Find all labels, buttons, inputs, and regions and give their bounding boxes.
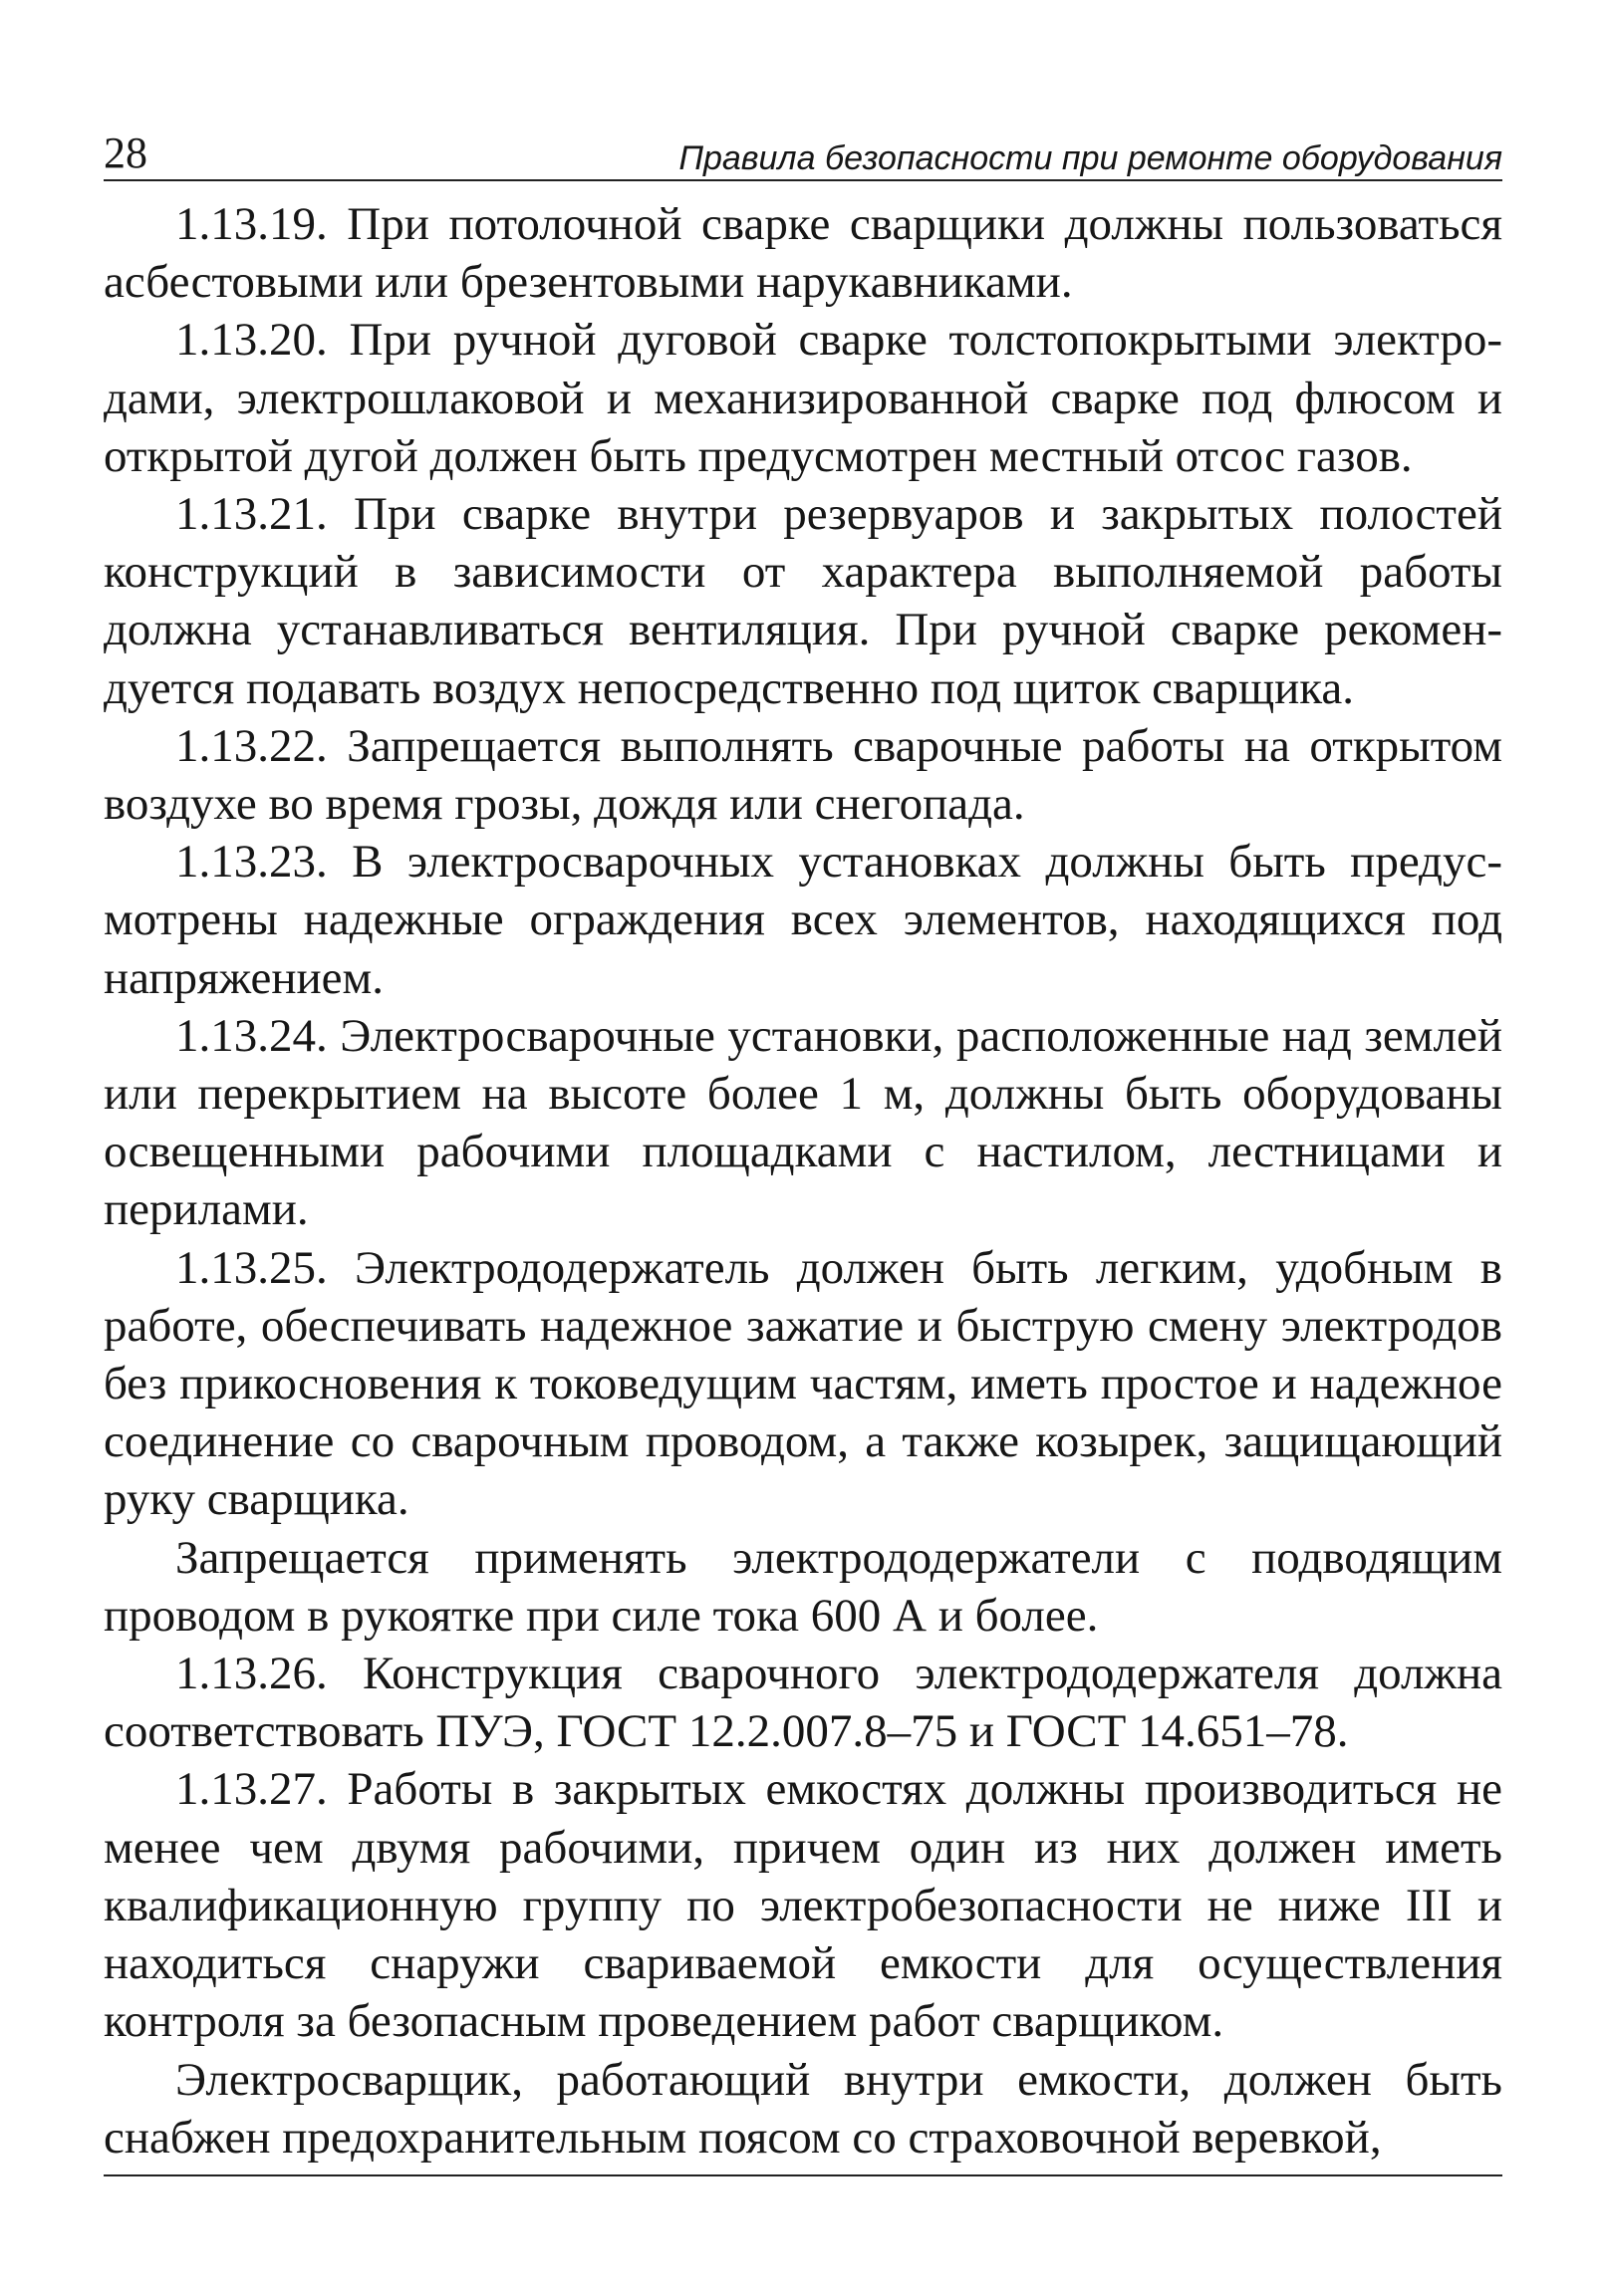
bottom-rule: [104, 2174, 1502, 2176]
running-header: [104, 120, 1502, 181]
body-text: [104, 195, 1502, 2167]
paragraph-1-13-26: 1.13.26. Конструкция сварочного электрододержателя должна соответствовать ПУЭ, ГОСТ 12.2.007.8–75 и ГОСТ 14.651–78.: [104, 1648, 1502, 1758]
paragraph-1-13-22: 1.13.22. Запрещается выполнять сварочные работы на открытом воздухе во время грозы, дождя или снегопада.: [104, 719, 1502, 831]
paragraph-1-13-23: 1.13.23. В электросварочных установках должны быть предусмотрены надежные ограждения всех элементов, находящихся под напряжением.: [104, 836, 1502, 1004]
paragraph-1-13-24: 1.13.24. Электросварочные установки, расположенные над землей или перекрытием на высоте более 1 м, должны быть оборудованы освещенными рабочими площадками с настилом, лестницами и перилами.: [104, 1009, 1502, 1236]
paragraph-welder-safety-belt: Электросварщик, работающий внутри емкости, должен быть снабжен предохранительным поясом со страховочной веревкой,: [104, 2053, 1502, 2164]
book-page: [104, 120, 1502, 2176]
paragraph-1-13-27: 1.13.27. Работы в закрытых емкостях должны производиться не менее чем двумя рабочими, причем один из них должен иметь квалификационную группу по электробезопасности не ниже III и находиться снаружи свариваемой емкости для осуществления контроля за безопасным проведением работ сварщиком.: [104, 1763, 1502, 2048]
running-title: Правила безопасности при ремонте оборудования: [678, 139, 1502, 177]
paragraph-1-13-21: 1.13.21. При сварке внутри резервуаров и закрытых полостей конструкций в зависимости от характера выполняемой работы должна устанавливаться вентиляция. При ручной сварке рекомендуется подавать воздух непосредственно под щиток сварщика.: [104, 488, 1502, 714]
paragraph-electrode-holder-restriction: Запрещается применять электрододержатели с подводящим проводом в рукоятке при силе тока 600 А и более.: [104, 1531, 1502, 1642]
paragraph-1-13-20: 1.13.20. При ручной дуговой сварке толстопокрытыми электродами, электрошлаковой и механизированной сварке под флюсом и открытой дугой должен быть предусмотрен местный отсос газов.: [104, 314, 1502, 482]
page-number: 28: [104, 128, 147, 177]
paragraph-1-13-25: 1.13.25. Электрододержатель должен быть легким, удобным в работе, обеспечивать надежное зажатие и быструю смену электродов без прикосновения к токоведущим частям, иметь простое и надежное соединение со сварочным проводом, а также козырек, защищающий руку сварщика.: [104, 1241, 1502, 1526]
paragraph-1-13-19: 1.13.19. При потолочной сварке сварщики должны пользоваться асбестовыми или брезентовыми нарукавниками.: [104, 198, 1502, 309]
